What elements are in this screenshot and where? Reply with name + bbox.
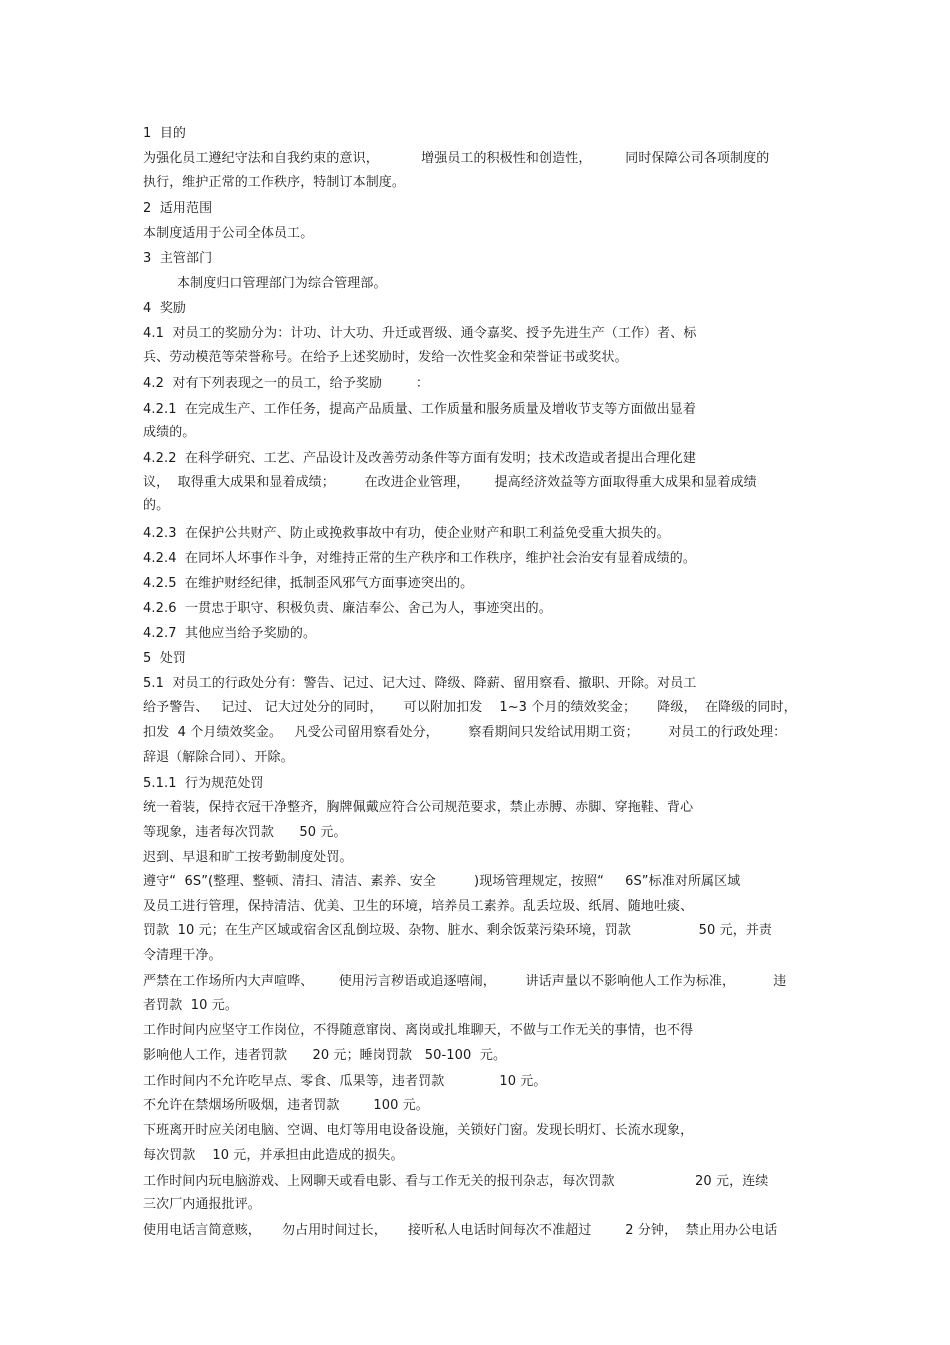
paragraph-line: 执行，维护正常的工作秩序，特制订本制度。 [143, 175, 406, 190]
paragraph-line: 者罚款 10 元。 [143, 998, 238, 1013]
paragraph-line: 议， 取得重大成果和显着成绩； 在改进企业管理， 提高经济效益等方面取得重大成果和显着成绩 [143, 475, 757, 490]
paragraph-line: 兵、劳动模范等荣誉称号。在给予上述奖励时，发给一次性奖金和荣誉证书或奖状。 [143, 350, 628, 365]
paragraph-line: 为强化员工遵纪守法和自我约束的意识， 增强员工的积极性和创造性， 同时保障公司各项制度的 [143, 151, 770, 166]
paragraph-line: 本制度适用于公司全体员工。 [143, 226, 314, 241]
paragraph-line: 每次罚款 10 元，并承担由此造成的损失。 [143, 1148, 404, 1163]
paragraph-line: 工作时间内不允许吃早点、零食、瓜果等，违者罚款 10 元。 [143, 1074, 547, 1089]
paragraph-line: 迟到、早退和旷工按考勤制度处罚。 [143, 850, 353, 865]
paragraph-line: 影响他人工作，违者罚款 20 元；睡岗罚款 50-100 元。 [143, 1048, 507, 1063]
paragraph-line: 令清理干净。 [143, 948, 222, 963]
paragraph-line: 等现象，违者每次罚款 50 元。 [143, 825, 347, 840]
paragraph-line: 遵守“ 6S”(整理、整顿、清扫、清洁、素养、安全 )现场管理规定，按照“ 6S”标准对所属区域 [143, 874, 741, 889]
paragraph-line: 下班离开时应关闭电脑、空调、电灯等用电设备设施，关锁好门窗。发现长明灯、长流水现象， [143, 1123, 694, 1138]
paragraph-line: 给予警告、 记过、 记大过处分的同时， 可以附加扣发 1~3 个月的绩效奖金； 降级， 在降级的同时， [143, 700, 797, 715]
clause-line: 5.1 对员工的行政处分有：警告、记过、记大过、降级、降薪、留用察看、撤职、开除。对员工 [143, 676, 697, 691]
clause-line: 4.2.7 其他应当给予奖励的。 [143, 626, 317, 641]
clause-line: 4.2.4 在同坏人坏事作斗争，对维持正常的生产秩序和工作秩序，维护社会治安有显着成绩的。 [143, 551, 696, 566]
paragraph-line: 工作时间内应坚守工作岗位，不得随意窜岗、离岗或扎堆聊天，不做与工作无关的事情，也不得 [143, 1023, 694, 1038]
paragraph-line: 辞退（解除合同）、开除。 [143, 750, 294, 765]
paragraph-line: 三次厂内通报批评。 [143, 1197, 261, 1212]
clause-line: 4.2.6 一贯忠于职守、积极负责、廉洁奉公、舍己为人，事迹突出的。 [143, 601, 552, 616]
paragraph-line: 扣发 4 个月绩效奖金。 凡受公司留用察看处分， 察看期间只发给试用期工资； 对员工的行政处理： [143, 725, 787, 740]
paragraph-line: 统一着装，保持衣冠干净整齐，胸牌佩戴应符合公司规范要求，禁止赤膊、赤脚、穿拖鞋、背心 [143, 800, 694, 815]
paragraph-line: 不允许在禁烟场所吸烟，违者罚款 100 元。 [143, 1098, 429, 1113]
clause-line: 5.1.1 行为规范处罚 [143, 776, 264, 791]
clause-line: 4.1 对员工的奖励分为：计功、计大功、升迁或晋级、通令嘉奖、授予先进生产（工作）者、标 [143, 326, 697, 341]
clause-line: 4.2.5 在维护财经纪律，抵制歪风邪气方面事迹突出的。 [143, 576, 474, 591]
clause-line: 4.2 对有下列表现之一的员工，给予奖励 ： [143, 376, 429, 391]
paragraph-line: 严禁在工作场所内大声喧哗、 使用污言秽语或追逐嘻闹， 讲话声量以不影响他人工作为标准， 违 [143, 974, 787, 989]
section-heading: 3 主管部门 [143, 251, 213, 266]
paragraph-line: 罚款 10 元；在生产区域或宿舍区乱倒垃圾、杂物、脏水、剩余饭菜污染环境，罚款 50 元，并责 [143, 923, 773, 938]
paragraph-line: 使用电话言简意赅， 勿占用时间过长， 接听私人电话时间每次不准超过 2 分钟， 禁止用办公电话 [143, 1223, 778, 1238]
clause-line: 4.2.1 在完成生产、工作任务，提高产品质量、工作质量和服务质量及增收节支等方面做出显着 [143, 402, 696, 417]
paragraph-line: 本制度归口管理部门为综合管理部。 [177, 276, 387, 291]
section-heading: 5 处罚 [143, 651, 187, 666]
clause-line: 4.2.3 在保护公共财产、防止或挽救事故中有功，使企业财产和职工利益免受重大损失的。 [143, 526, 670, 541]
paragraph-line: 成绩的。 [143, 425, 196, 440]
section-heading: 4 奖励 [143, 301, 187, 316]
paragraph-line: 工作时间内玩电脑游戏、上网聊天或看电影、看与工作无关的报刊杂志，每次罚款 20 元，连续 [143, 1174, 769, 1189]
paragraph-line: 及员工进行管理，保持清洁、优美、卫生的环境，培养员工素养。乱丢垃圾、纸屑、随地吐痰、 [143, 899, 694, 914]
section-heading: 2 适用范围 [143, 201, 213, 216]
clause-line: 4.2.2 在科学研究、工艺、产品设计及改善劳动条件等方面有发明；技术改造或者提出合理化建 [143, 451, 696, 466]
section-heading: 1 目的 [143, 126, 187, 141]
paragraph-line: 的。 [143, 498, 170, 513]
